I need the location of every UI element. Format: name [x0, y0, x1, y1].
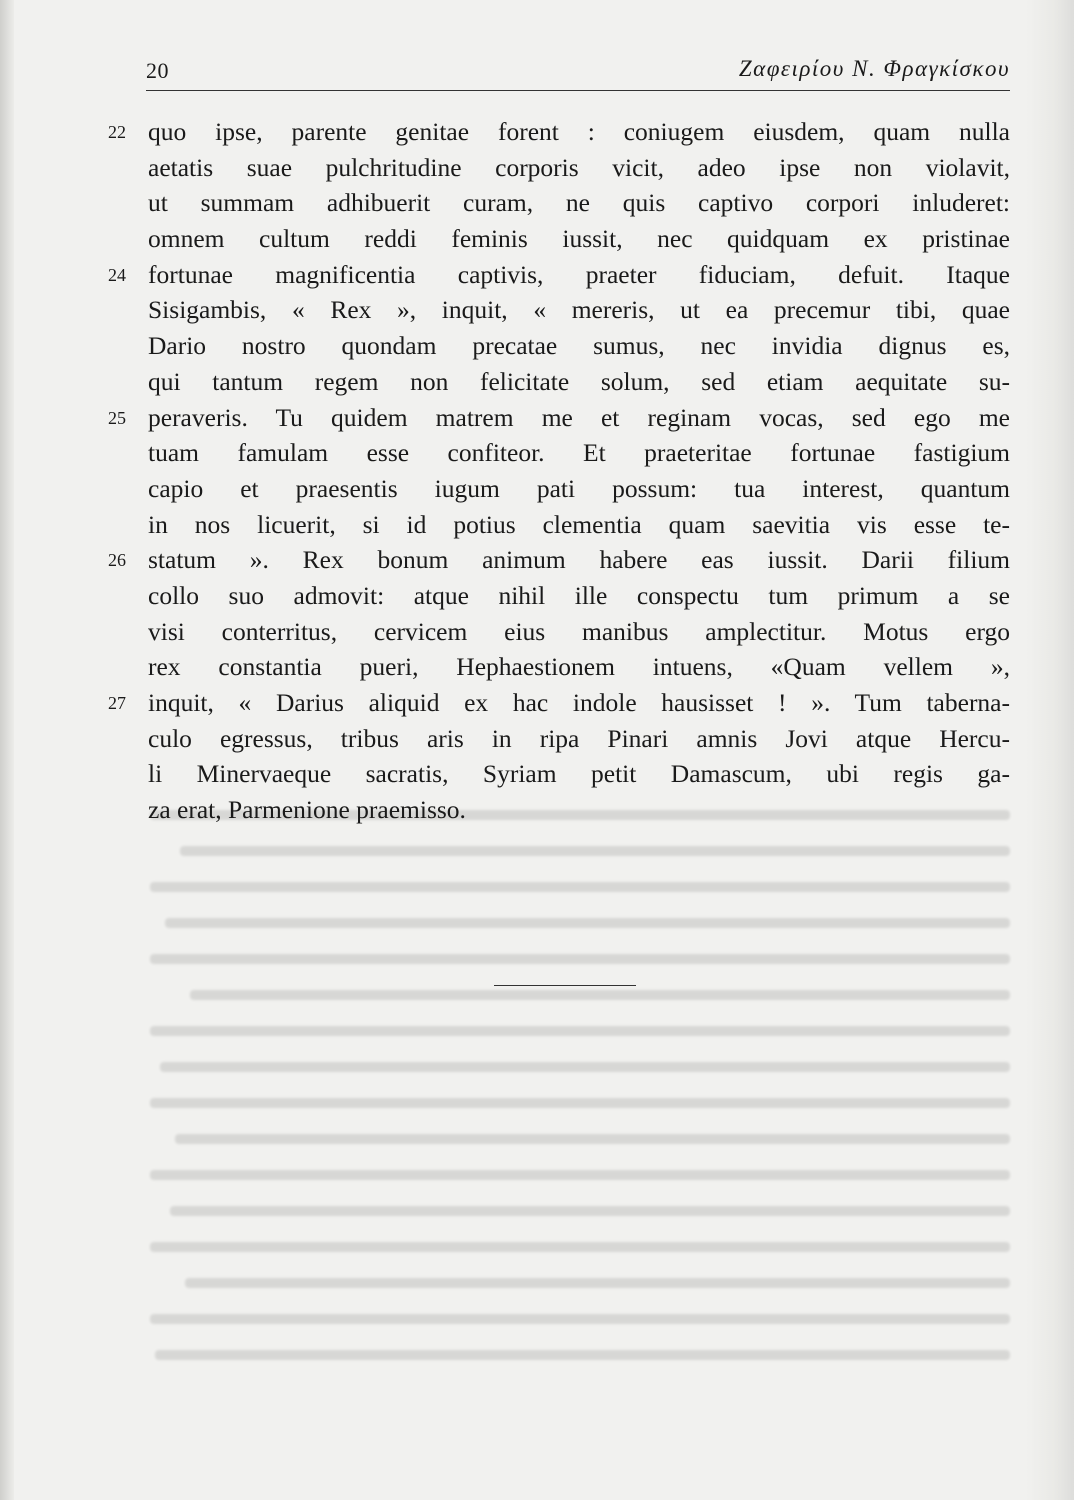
text-line [108, 542, 1010, 578]
text-line [148, 756, 1010, 792]
latin-text-block [108, 114, 1010, 828]
running-head [146, 50, 1010, 91]
text-line [148, 471, 1010, 507]
line-text: Sisigambis, « Rex », inquit, « mereris, ut ea precemur tibi, quae [148, 295, 1010, 325]
text-line [148, 507, 1010, 543]
show-through-lines [150, 800, 1010, 1400]
text-line [148, 614, 1010, 650]
line-text: ut summam adhibuerit curam, ne quis captivo corpori inluderet: [148, 188, 1010, 218]
text-line [108, 685, 1010, 721]
text-line [148, 649, 1010, 685]
text-line [108, 114, 1010, 150]
line-text: visi conterritus, cervicem eius manibus amplectitur. Motus ergo [148, 616, 1010, 646]
section-end-rule [494, 985, 636, 986]
text-line [148, 721, 1010, 757]
line-number: 27 [108, 693, 126, 713]
line-text: tuam famulam esse confiteor. Et praeteritae fortunae fastigium [148, 438, 1010, 468]
line-text: rex constantia pueri, Hephaestionem intuens, «Quam vellem », [148, 652, 1010, 682]
text-line [148, 364, 1010, 400]
show-through-texture [150, 800, 1010, 1400]
text-line [108, 400, 1010, 436]
text-line [148, 221, 1010, 257]
line-text: quo ipse, parente genitae forent : coniugem eiusdem, quam nulla [148, 117, 1010, 146]
line-number: 22 [108, 122, 126, 142]
line-number: 25 [108, 407, 126, 428]
page-edge-shadow-right [1026, 0, 1074, 1500]
line-text: qui tantum regem non felicitate solum, sed etiam aequitate su- [148, 366, 1010, 396]
line-text: za erat, Parmenione praemisso. [148, 795, 466, 825]
line-text: collo suo admovit: atque nihil ille conspectu tum primum a se [148, 580, 1010, 610]
text-line [148, 328, 1010, 364]
line-text: aetatis suae pulchritudine corporis vicit, adeo ipse non violavit, [148, 152, 1010, 182]
page-number: 20 [146, 58, 169, 83]
line-text: li Minervaeque sacratis, Syriam petit Damascum, ubi regis ga- [148, 759, 1010, 789]
line-text: omnem cultum reddi feminis iussit, nec quidquam ex pristinae [148, 224, 1010, 254]
text-line [148, 292, 1010, 328]
text-line [108, 257, 1010, 293]
line-text: capio et praesentis iugum pati possum: tua interest, quantum [148, 473, 1010, 503]
line-number: 26 [108, 550, 126, 571]
line-text: in nos licuerit, si id potius clementia quam saevitia vis esse te- [148, 509, 1010, 539]
text-line [148, 435, 1010, 471]
line-text: culo egressus, tribus aris in ripa Pinari amnis Jovi atque Hercu- [148, 723, 1010, 753]
line-text: inquit, « Darius aliquid ex hac indole hausisset ! ». Tum taberna- [148, 688, 1010, 717]
page-edge-shadow-left [0, 0, 14, 1500]
line-text: Dario nostro quondam precatae sumus, nec invidia dignus es, [148, 331, 1010, 361]
text-line [148, 185, 1010, 221]
header-author: Ζαφειρίου Ν. Φραγκίσκου [738, 56, 1010, 81]
line-text: statum ». Rex bonum animum habere eas iussit. Darii filium [148, 545, 1010, 575]
line-text: fortunae magnificentia captivis, praeter fiduciam, defuit. Itaque [148, 259, 1010, 289]
line-text: peraveris. Tu quidem matrem me et reginam vocas, sed ego me [148, 402, 1010, 432]
line-number: 24 [108, 264, 126, 285]
text-line [148, 150, 1010, 186]
text-line [148, 792, 1010, 828]
text-line [148, 578, 1010, 614]
